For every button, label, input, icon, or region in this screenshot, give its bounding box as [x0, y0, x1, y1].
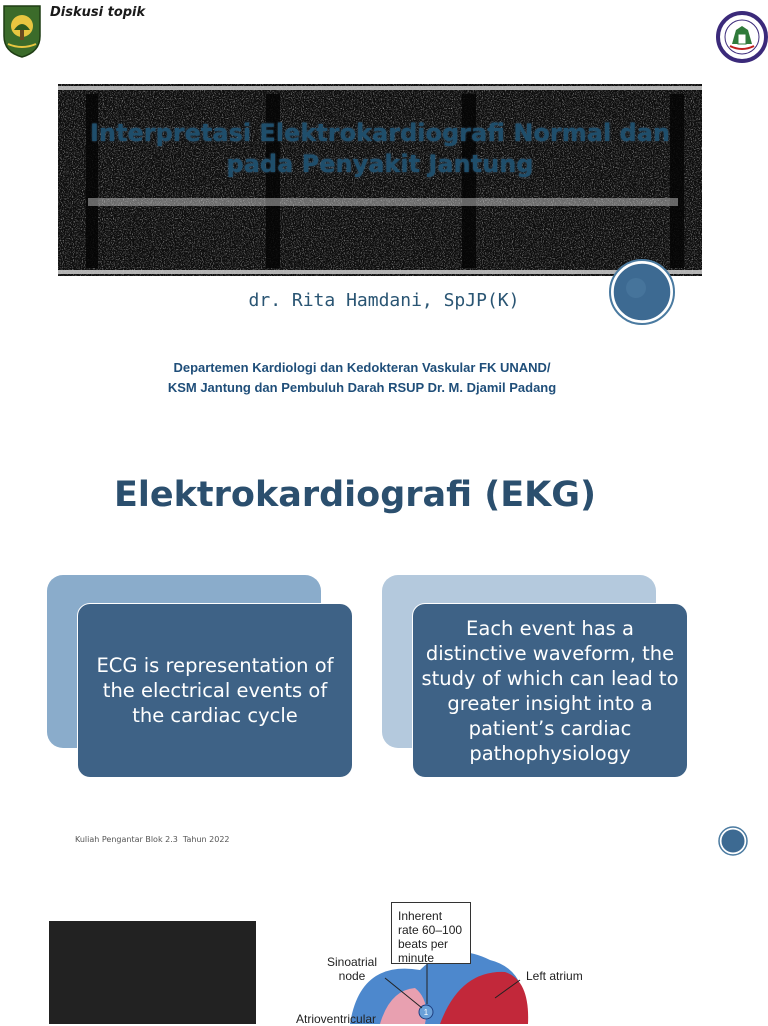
label-atrioventricular: Atrioventricular — [296, 1012, 377, 1026]
card-waveform-study — [412, 603, 688, 778]
department-line-2: KSM Jantung dan Pembuluh Darah RSUP Dr. M. Djamil Padang — [167, 380, 557, 395]
dark-image-panel — [49, 921, 256, 1024]
department-line-1: Departemen Kardiologi dan Kedokteran Vaskular FK UNAND/ — [173, 360, 551, 375]
title-line-2: pada Penyakit Jantung — [226, 150, 534, 178]
decorative-circle-small — [718, 826, 748, 856]
topic-label: Diskusi topik — [50, 5, 146, 20]
course-footer: Kuliah Pengantar Blok 2.3 Tahun 2022 — [75, 835, 230, 844]
card-2-text: Each event has a distinctive waveform, the study of which can lead to greater insight into a patient’s cardiac pathophysiology — [421, 616, 679, 765]
card-ecg-definition — [77, 603, 353, 778]
university-logo — [0, 0, 44, 58]
hospital-logo — [716, 0, 768, 74]
author-name: dr. Rita Hamdani, SpJP(K) — [248, 290, 520, 311]
inherent-rate-box: Inherent rate 60–100 beats per minute — [391, 902, 471, 964]
label-left-atrium: Left atrium — [526, 969, 583, 983]
label-sinoatrial-node: Sinoatrial node — [326, 955, 378, 983]
section-heading: Elektrokardiografi (EKG) — [113, 475, 597, 515]
svg-text:1: 1 — [423, 1008, 429, 1017]
card-1-text: ECG is representation of the electrical events of the cardiac cycle — [96, 654, 334, 727]
department-info — [0, 358, 724, 398]
presentation-title — [58, 118, 702, 180]
title-line-1: Interpretasi Elektrokardiografi Normal dan — [90, 119, 670, 147]
title-banner-texture — [58, 84, 702, 276]
